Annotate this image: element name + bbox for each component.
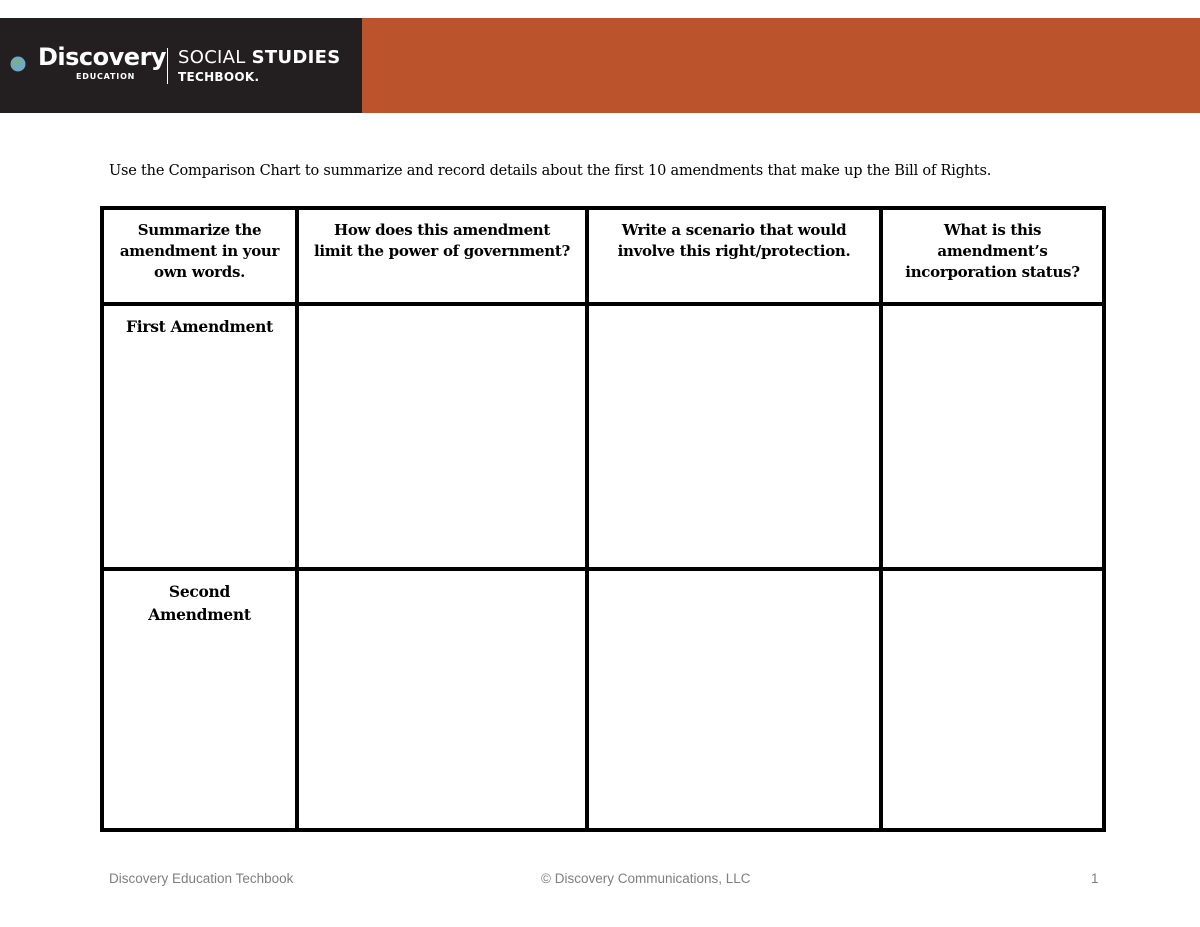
row-label-cell [102, 569, 297, 830]
brand-name: Discovery [38, 43, 167, 71]
row-label: First Amendment [126, 317, 273, 336]
comparison-chart [100, 206, 1106, 832]
page-number: 1 [1091, 871, 1099, 886]
answer-cell[interactable] [587, 569, 881, 830]
product-name-light: SOCIAL [178, 47, 252, 68]
column-header [297, 208, 587, 304]
header-row [102, 208, 1104, 304]
product-sub: TECHBOOK. [178, 70, 260, 84]
row-label-cell [102, 304, 297, 569]
answer-cell[interactable] [297, 569, 587, 830]
column-header [587, 208, 881, 304]
brand-sub: EDUCATION [76, 72, 136, 81]
column-header-text: Write a scenario that would involve this right/protection. [617, 221, 851, 260]
column-header [881, 208, 1104, 304]
footer-copyright: © Discovery Communications, LLC [541, 871, 751, 886]
brand-strip [362, 18, 1200, 113]
table-row [102, 304, 1104, 569]
answer-cell[interactable] [881, 569, 1104, 830]
column-header [102, 208, 297, 304]
product-name-bold: STUDIES [251, 47, 341, 68]
product-name [178, 49, 341, 67]
answer-cell[interactable] [587, 304, 881, 569]
answer-cell[interactable] [881, 304, 1104, 569]
logo-divider [167, 48, 168, 84]
column-header-text: How does this amendment limit the power of government? [313, 221, 571, 260]
column-header-text: What is this amendment’s incorporation status? [905, 221, 1080, 281]
table-row [102, 569, 1104, 830]
footer-left: Discovery Education Techbook [109, 871, 294, 886]
instructions: Use the Comparison Chart to summarize and record details about the first 10 amendments that make up the Bill of Rights. [109, 163, 992, 179]
header-bar [0, 18, 1200, 113]
row-label: Second Amendment [148, 582, 251, 624]
globe-icon [10, 56, 26, 72]
logo [0, 18, 362, 113]
column-header-text: Summarize the amendment in your own words. [119, 221, 280, 281]
answer-cell[interactable] [297, 304, 587, 569]
